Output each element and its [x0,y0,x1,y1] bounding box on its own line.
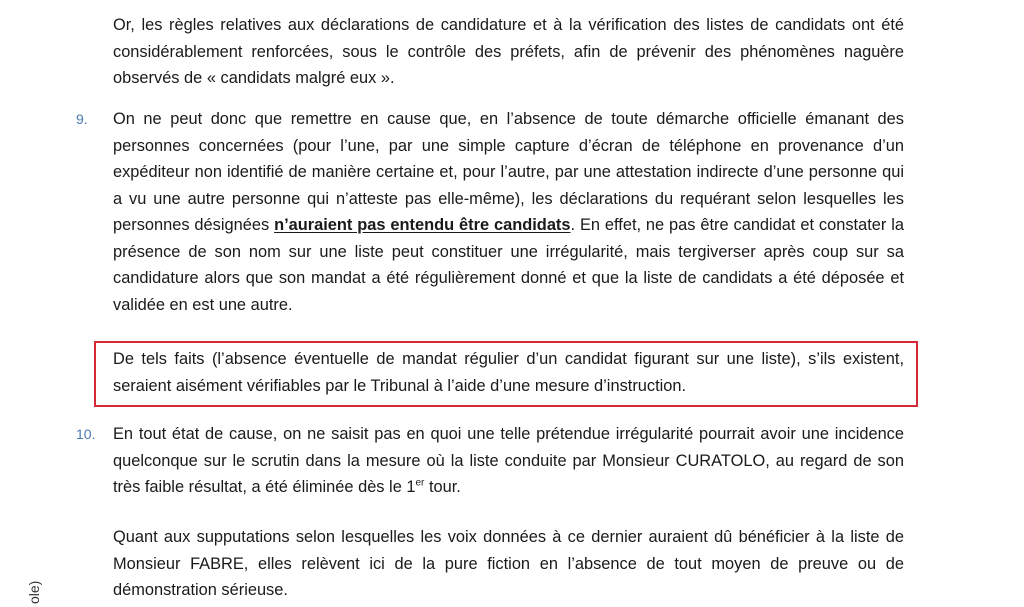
paragraph-9 [113,106,904,318]
paragraph-9-emphasis: n’auraient pas entendu être candidats [274,216,571,234]
paragraph-10-text-before: En tout état de cause, on ne saisit pas en quoi une telle prétendue irrégularité pourrait avoir une incidence quelconque sur le scrutin dans la mesure où la liste conduite par Monsieur CURATOLO, au regard de son très faible résultat, a été éliminée dès le 1 [113,425,904,496]
paragraph-final: Quant aux supputations selon lesquelles les voix données à ce dernier auraient dû bénéficier à la liste de Monsieur FABRE, elles relèvent ici de la pure fiction en l’absence de tout moyen de preuve ou de démonstration sérieuse. [113,528,904,599]
paragraph-highlighted: De tels faits (l’absence éventuelle de mandat régulier d’un candidat figurant sur une liste), s’ils existent, seraient aisément vérifiables par le Tribunal à l’aide d’une mesure d’instruction. [113,350,904,395]
paragraph-9-text-after: . En effet, ne pas être candidat et constater la présence de son nom sur une liste peut constituer une irrégularité, mais tergiverser après coup sur sa candidature alors que son mandat a été régulièrement donné et que la liste de candidats a été déposée et validée en est une autre. [113,216,904,314]
paragraph-number-9: 9. [76,111,88,127]
margin-note: ole) [26,580,42,604]
paragraph-10-superscript: er [415,477,425,489]
paragraph-9-text-before: On ne peut donc que remettre en cause que, en l’absence de toute démarche officielle émanant des personnes concernées (pour l’une, par une simple capture d’écran de téléphone en provenance d’un expéditeur non identifié de manière certaine et, pour l’autre, par une attestation indirecte d’une personne qui a vu une autre personne qui n’atteste pas elle-même), les déclarations du requérant selon lesquelles les personnes désignées [113,110,904,234]
paragraph-number-10: 10. [76,426,96,442]
paragraph-10-text-after: tour. [424,478,461,496]
paragraph-intro: Or, les règles relatives aux déclarations de candidature et à la vérification des listes de candidats ont été considérablement renforcées, sous le contrôle des préfets, afin de prévenir des phénomènes naguère observés de « candidats malgré eux ». [113,16,904,87]
paragraph-10 [113,421,904,501]
